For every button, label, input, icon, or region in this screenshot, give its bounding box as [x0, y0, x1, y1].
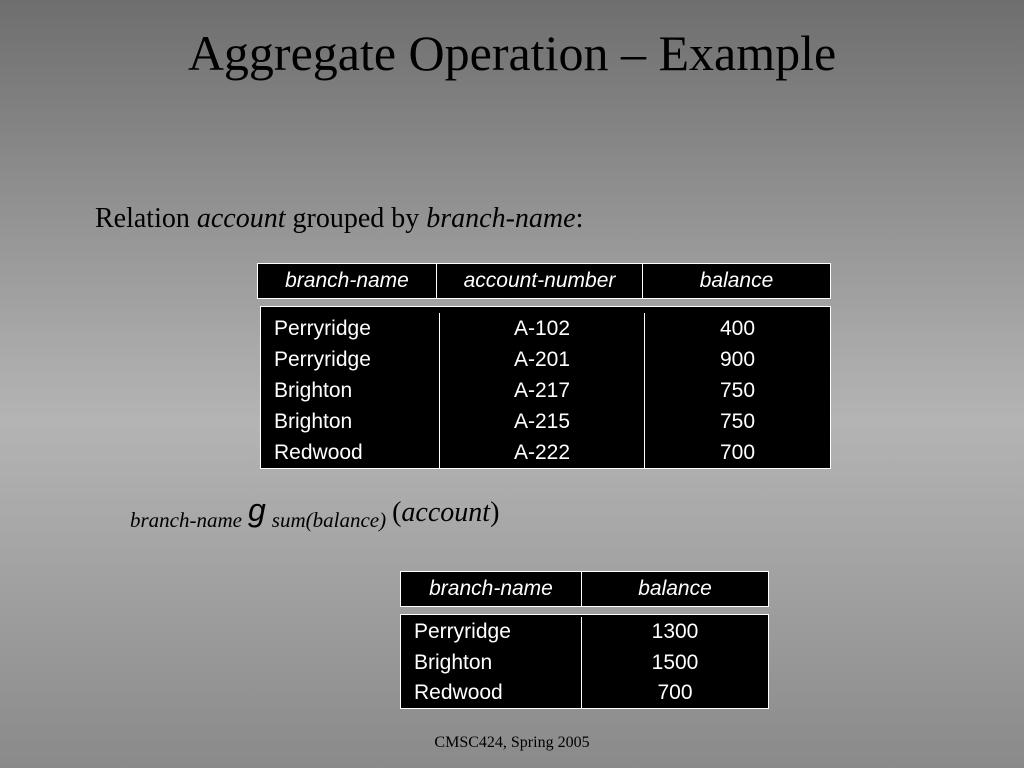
table-cell: A-201	[513, 348, 571, 371]
subtitle-relation: account	[196, 203, 286, 234]
column-balance	[644, 313, 830, 468]
result-table-body	[400, 614, 769, 709]
account-table-header	[257, 263, 831, 299]
header-cell-balance: balance	[581, 572, 768, 606]
table-cell: Brighton	[414, 650, 493, 674]
slide-subtitle	[95, 200, 583, 238]
column-branch-name	[401, 617, 581, 708]
expression-group-attribute: branch-name	[130, 508, 242, 532]
table-cell: A-215	[513, 410, 571, 433]
column-balance	[581, 617, 768, 708]
expression-open-paren: (	[392, 497, 402, 528]
header-cell-branch-name: branch-name	[429, 577, 553, 600]
result-table-header	[400, 571, 769, 607]
slide-title: Aggregate Operation – Example	[187, 25, 837, 81]
expression-argument	[392, 497, 499, 528]
table-cell: Brighton	[274, 379, 353, 402]
table-cell: 900	[719, 348, 756, 371]
column-branch-name	[261, 313, 439, 468]
account-table-body	[260, 306, 831, 469]
header-cell-balance: balance	[642, 264, 830, 298]
aggregate-expression	[130, 492, 500, 535]
subtitle-prefix: Relation	[95, 203, 197, 234]
table-cell: Brighton	[274, 410, 353, 433]
expression-close-paren: )	[490, 497, 500, 528]
slide-footer: CMSC424, Spring 2005	[434, 734, 590, 751]
header-cell-account-number: account-number	[436, 264, 642, 298]
subtitle-suffix: :	[575, 203, 584, 234]
expression-aggregate: sum(balance)	[271, 508, 387, 532]
header-cell-branch-name: branch-name	[285, 269, 409, 292]
table-cell: 750	[719, 410, 756, 433]
table-cell: 700	[719, 441, 756, 464]
expression-relation: account	[401, 497, 491, 528]
subtitle-attribute: branch-name	[426, 203, 576, 234]
table-cell: Perryridge	[274, 348, 371, 371]
table-cell: 1500	[651, 650, 699, 674]
table-cell: 1300	[651, 620, 699, 643]
table-cell: A-222	[513, 441, 571, 464]
table-cell: 700	[657, 681, 693, 704]
column-account-number	[439, 313, 644, 468]
table-cell: Perryridge	[414, 620, 511, 643]
table-cell: 750	[719, 379, 756, 402]
table-cell: A-102	[513, 317, 571, 340]
expression-operator: g	[247, 492, 266, 528]
subtitle-middle: grouped by	[285, 203, 427, 234]
table-cell: Redwood	[274, 441, 363, 464]
table-cell: A-217	[513, 379, 571, 402]
table-cell: Perryridge	[274, 317, 371, 340]
table-cell: Redwood	[414, 681, 503, 704]
table-cell: 400	[719, 317, 756, 340]
